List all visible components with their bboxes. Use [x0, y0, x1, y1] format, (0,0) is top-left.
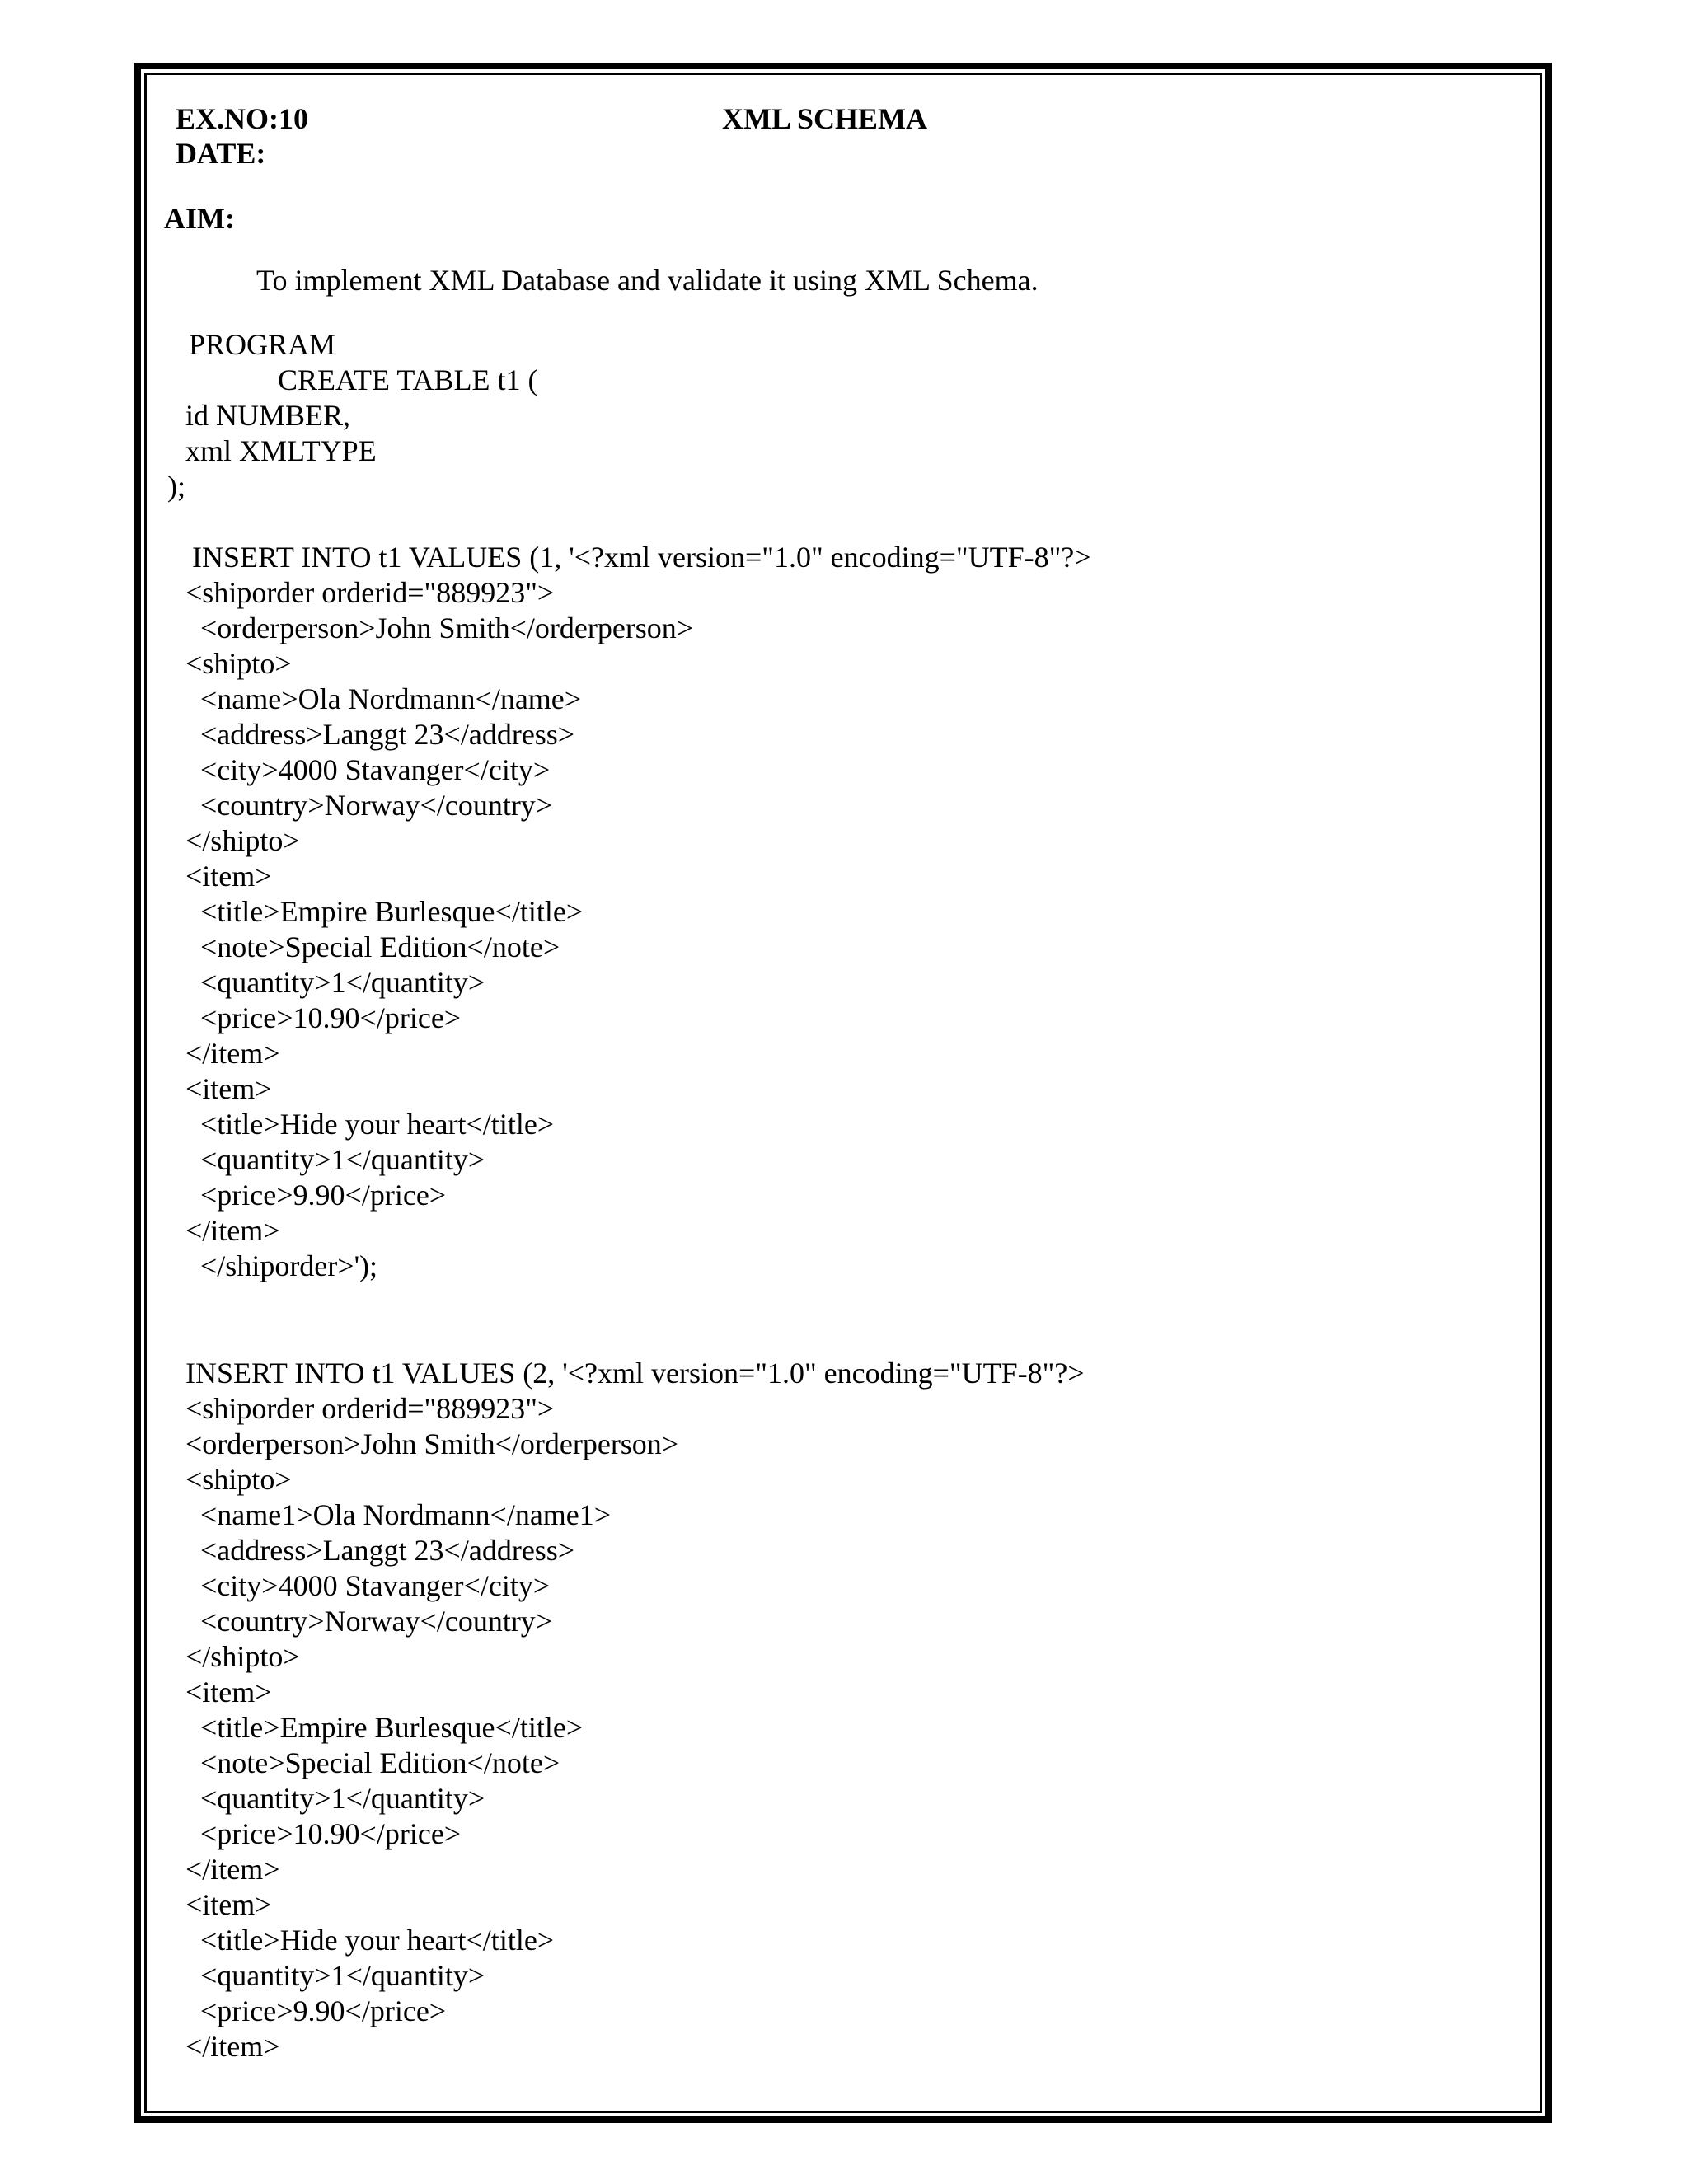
code-line: <name>Ola Nordmann</name> — [200, 682, 582, 715]
code-line: xml XMLTYPE — [185, 434, 377, 467]
code-line: <item> — [185, 1072, 272, 1105]
page-title: XML SCHEMA — [722, 102, 928, 135]
code-line: <quantity>1</quantity> — [200, 966, 485, 999]
code-line: id NUMBER, — [185, 399, 351, 432]
code-line: <price>9.90</price> — [200, 1179, 447, 1212]
code-line: <shipto> — [185, 647, 292, 680]
code-line: </item> — [185, 1037, 280, 1070]
code-line: <item> — [185, 860, 272, 893]
code-line: <note>Special Edition</note> — [200, 1746, 560, 1779]
code-line: <city>4000 Stavanger</city> — [200, 753, 551, 786]
code-line: <orderperson>John Smith</orderperson> — [200, 612, 694, 644]
code-line: <country>Norway</country> — [200, 1605, 553, 1638]
code-line: <title>Empire Burlesque</title> — [200, 1711, 584, 1744]
code-line: <title>Hide your heart</title> — [200, 1108, 555, 1141]
exercise-number: EX.NO:10 — [176, 102, 308, 135]
code-line: </item> — [185, 1214, 280, 1247]
code-line: </shipto> — [185, 824, 300, 857]
code-line: <quantity>1</quantity> — [200, 1959, 485, 1992]
code-line: <quantity>1</quantity> — [200, 1782, 485, 1815]
code-line: INSERT INTO t1 VALUES (2, '<?xml version="1.0" encoding="UTF-8"?> — [185, 1357, 1085, 1390]
code-line: </shiporder>'); — [200, 1249, 378, 1282]
code-line: <shiporder orderid="889923"> — [185, 1392, 555, 1425]
code-line: <item> — [185, 1888, 272, 1921]
code-line: <item> — [185, 1675, 272, 1708]
code-line: <address>Langgt 23</address> — [200, 718, 575, 751]
code-line: <note>Special Edition</note> — [200, 930, 560, 963]
code-line: <shiporder orderid="889923"> — [185, 576, 555, 609]
code-line: <city>4000 Stavanger</city> — [200, 1569, 551, 1602]
code-line: <shipto> — [185, 1463, 292, 1496]
code-line: <title>Hide your heart</title> — [200, 1924, 555, 1957]
code-line: ); — [167, 470, 185, 503]
code-line: INSERT INTO t1 VALUES (1, '<?xml version="1.0" encoding="UTF-8"?> — [192, 541, 1091, 574]
code-line: CREATE TABLE t1 ( — [278, 363, 538, 396]
code-line: <price>9.90</price> — [200, 1994, 447, 2027]
code-line: <price>10.90</price> — [200, 1817, 462, 1850]
date-label: DATE: — [176, 137, 266, 170]
program-label: PROGRAM — [189, 328, 336, 361]
code-line: <quantity>1</quantity> — [200, 1143, 485, 1176]
code-line: <title>Empire Burlesque</title> — [200, 895, 584, 928]
aim-text: To implement XML Database and validate it using XML Schema. — [256, 264, 1039, 297]
code-line: <price>10.90</price> — [200, 1001, 462, 1034]
code-line: </shipto> — [185, 1640, 300, 1673]
code-line: <name1>Ola Nordmann</name1> — [200, 1498, 612, 1531]
code-line: <address>Langgt 23</address> — [200, 1534, 575, 1567]
code-line: <orderperson>John Smith</orderperson> — [185, 1427, 679, 1460]
aim-label: AIM: — [164, 202, 235, 235]
code-line: <country>Norway</country> — [200, 789, 553, 822]
code-line: </item> — [185, 1853, 280, 1886]
code-line: </item> — [185, 2030, 280, 2063]
